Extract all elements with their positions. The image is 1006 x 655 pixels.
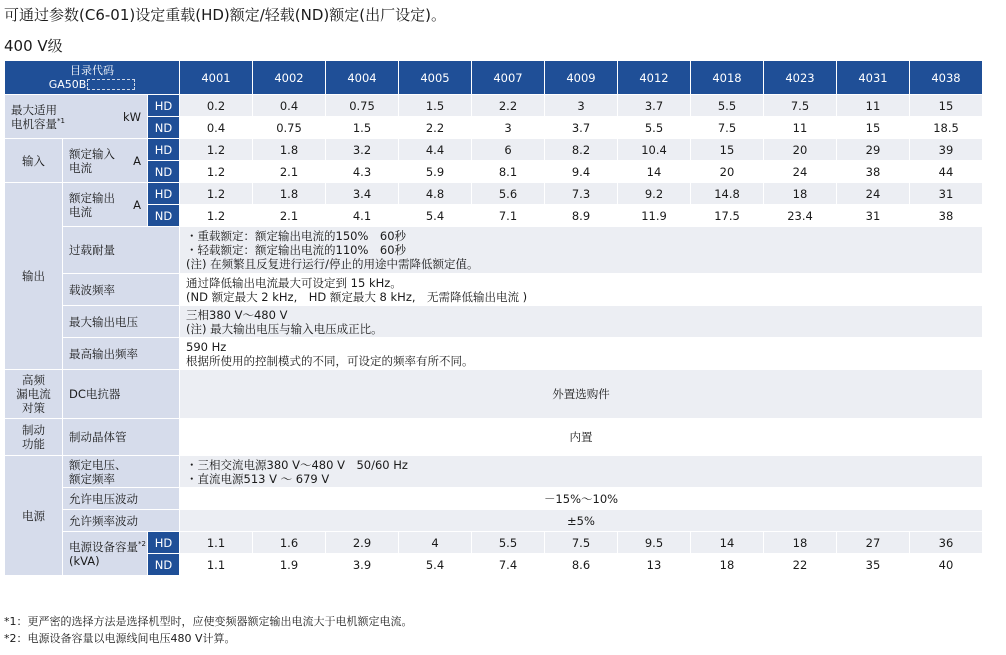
motor-hd-cell: 0.75 — [326, 95, 399, 117]
catalog-code-label: 目录代码 — [70, 63, 114, 77]
catalog-code-cell: 4007 — [472, 61, 545, 95]
capacity-nd-cell: 1.1 — [180, 554, 253, 576]
max-frequency-line-2: 根据所使用的控制模式的不同，可设定的频率有所不同。 — [186, 353, 474, 368]
frequency-fluctuation-value: ±5% — [180, 510, 983, 532]
nd-tag: ND — [148, 117, 180, 139]
voltage-fluctuation-value: －15%～10% — [180, 488, 983, 510]
capacity-hd-cell: 2.9 — [326, 532, 399, 554]
capacity-nd-cell: 13 — [618, 554, 691, 576]
input-nd-cell: 4.3 — [326, 161, 399, 183]
capacity-nd-cell: 5.4 — [399, 554, 472, 576]
output-hd-row — [5, 183, 983, 205]
overload-label: 过载耐量 — [63, 227, 180, 274]
capacity-hd-cell: 1.1 — [180, 532, 253, 554]
motor-hd-cell: 11 — [837, 95, 910, 117]
input-label-line2: 电流 — [69, 160, 92, 175]
model-code-placeholder — [87, 79, 135, 90]
rated-voltage-label — [63, 456, 180, 488]
hd-tag: HD — [148, 95, 180, 117]
output-current-label — [63, 183, 148, 227]
overload-line-heavy: ・重载额定：额定输出电流的150% 60秒 — [186, 229, 407, 243]
hd-tag: HD — [148, 139, 180, 161]
carrier-line-1: 通过降低输出电流最大可设定到 15 kHz。 — [186, 275, 402, 290]
motor-hd-cell: 7.5 — [764, 95, 837, 117]
output-hd-cell: 18 — [764, 183, 837, 205]
input-nd-cell: 20 — [691, 161, 764, 183]
braking-group-line1: 制动 — [22, 423, 45, 437]
motor-nd-cell: 0.75 — [253, 117, 326, 139]
harmonic-group-line2: 漏电流 — [16, 387, 51, 401]
harmonic-group-label — [5, 370, 63, 419]
voltage-fluctuation-row — [5, 488, 983, 510]
motor-nd-cell: 3.7 — [545, 117, 618, 139]
motor-nd-cell: 3 — [472, 117, 545, 139]
catalog-code-cell: 4031 — [837, 61, 910, 95]
max-voltage-label: 最大输出电压 — [63, 306, 180, 338]
capacity-hd-cell: 7.5 — [545, 532, 618, 554]
motor-nd-cell: 1.5 — [326, 117, 399, 139]
capacity-hd-row — [5, 532, 983, 554]
input-nd-row — [5, 161, 983, 183]
input-hd-cell: 4.4 — [399, 139, 472, 161]
capacity-hd-cell: 5.5 — [472, 532, 545, 554]
capacity-nd-cell: 22 — [764, 554, 837, 576]
capacity-hd-cell: 27 — [837, 532, 910, 554]
capacity-hd-cell: 18 — [764, 532, 837, 554]
power-rated-row — [5, 456, 983, 488]
capacity-nd-cell: 40 — [910, 554, 983, 576]
capacity-label-line2: (kVA) — [69, 553, 100, 568]
output-nd-cell: 7.1 — [472, 205, 545, 227]
motor-nd-cell: 15 — [837, 117, 910, 139]
output-hd-cell: 7.3 — [545, 183, 618, 205]
input-nd-cell: 1.2 — [180, 161, 253, 183]
capacity-nd-cell: 35 — [837, 554, 910, 576]
footnote-2: *2：电源设备容量以电源线间电压480 V计算。 — [4, 632, 236, 645]
output-hd-cell: 1.2 — [180, 183, 253, 205]
motor-nd-cell: 7.5 — [691, 117, 764, 139]
capacity-nd-cell: 7.4 — [472, 554, 545, 576]
dc-reactor-label: DC电抗器 — [63, 370, 180, 419]
rated-voltage-line-ac: ・三相交流电源380 V～480 V 50/60 Hz — [186, 457, 408, 472]
max-voltage-desc — [180, 306, 983, 338]
output-hd-cell: 24 — [837, 183, 910, 205]
motor-hd-cell: 15 — [910, 95, 983, 117]
catalog-code-cell: 4023 — [764, 61, 837, 95]
carrier-desc — [180, 274, 983, 306]
motor-label-line1: 最大适用 — [11, 102, 57, 117]
input-nd-cell: 38 — [837, 161, 910, 183]
motor-nd-row — [5, 117, 983, 139]
input-hd-cell: 10.4 — [618, 139, 691, 161]
motor-hd-cell: 5.5 — [691, 95, 764, 117]
output-label-line2: 电流 — [69, 204, 92, 219]
max-frequency-desc — [180, 338, 983, 370]
capacity-hd-cell: 9.5 — [618, 532, 691, 554]
motor-nd-cell: 0.4 — [180, 117, 253, 139]
output-nd-cell: 1.2 — [180, 205, 253, 227]
input-hd-cell: 1.2 — [180, 139, 253, 161]
motor-hd-row — [5, 95, 983, 117]
input-nd-cell: 14 — [618, 161, 691, 183]
capacity-label — [63, 532, 148, 576]
nd-tag: ND — [148, 161, 180, 183]
input-nd-cell: 8.1 — [472, 161, 545, 183]
output-nd-cell: 31 — [837, 205, 910, 227]
header-row — [5, 61, 983, 95]
input-hd-cell: 20 — [764, 139, 837, 161]
motor-hd-cell: 3 — [545, 95, 618, 117]
capacity-nd-cell: 18 — [691, 554, 764, 576]
output-hd-cell: 31 — [910, 183, 983, 205]
output-nd-cell: 17.5 — [691, 205, 764, 227]
motor-nd-cell: 2.2 — [399, 117, 472, 139]
braking-transistor-label: 制动晶体管 — [63, 419, 180, 456]
input-nd-cell: 44 — [910, 161, 983, 183]
frequency-fluctuation-label: 允许频率波动 — [63, 510, 180, 532]
output-hd-cell: 5.6 — [472, 183, 545, 205]
motor-unit: kW — [122, 109, 141, 124]
capacity-hd-cell: 4 — [399, 532, 472, 554]
overload-row — [5, 227, 983, 274]
output-unit: A — [133, 197, 141, 212]
output-nd-cell: 38 — [910, 205, 983, 227]
intro-text: 可通过参数(C6-01)设定重载(HD)额定/轻载(ND)额定(出厂设定)。 — [4, 6, 446, 24]
power-group-label: 电源 — [5, 456, 63, 576]
max-frequency-label: 最高输出频率 — [63, 338, 180, 370]
capacity-nd-cell: 8.6 — [545, 554, 618, 576]
max-frequency-row — [5, 338, 983, 370]
nd-tag: ND — [148, 205, 180, 227]
capacity-hd-cell: 1.6 — [253, 532, 326, 554]
input-hd-cell: 1.8 — [253, 139, 326, 161]
overload-line-note: (注) 在频繁且反复进行运行/停止的用途中需降低额定值。 — [186, 257, 479, 271]
max-frequency-line-1: 590 Hz — [186, 339, 227, 354]
motor-label-line2: 电机容量 — [11, 116, 57, 131]
harmonic-group-line3: 对策 — [22, 401, 45, 415]
catalog-code-cell: 4038 — [910, 61, 983, 95]
motor-capacity-label — [5, 95, 148, 139]
frequency-fluctuation-row — [5, 510, 983, 532]
voltage-fluctuation-label: 允许电压波动 — [63, 488, 180, 510]
spec-table — [4, 60, 983, 576]
output-nd-cell: 11.9 — [618, 205, 691, 227]
footnote-mark-2: *2 — [138, 539, 146, 548]
input-hd-cell: 6 — [472, 139, 545, 161]
catalog-code-cell: 4005 — [399, 61, 472, 95]
voltage-class-title: 400 V级 — [4, 37, 63, 55]
input-nd-cell: 9.4 — [545, 161, 618, 183]
harmonic-group-line1: 高频 — [22, 373, 45, 387]
output-hd-cell: 9.2 — [618, 183, 691, 205]
motor-hd-cell: 0.2 — [180, 95, 253, 117]
motor-nd-cell: 18.5 — [910, 117, 983, 139]
overload-desc — [180, 227, 983, 274]
motor-hd-cell: 3.7 — [618, 95, 691, 117]
output-nd-row — [5, 205, 983, 227]
input-group-label: 输入 — [5, 139, 63, 183]
input-hd-cell: 29 — [837, 139, 910, 161]
output-label-line1: 额定输出 — [69, 190, 115, 205]
harmonic-row — [5, 370, 983, 419]
output-nd-cell: 2.1 — [253, 205, 326, 227]
rated-voltage-label-line2: 额定频率 — [69, 471, 115, 486]
braking-group-label — [5, 419, 63, 456]
output-nd-cell: 23.4 — [764, 205, 837, 227]
motor-nd-cell: 5.5 — [618, 117, 691, 139]
footnote-1: *1：更严密的选择方法是选择机型时，应使变频器额定输出电流大于电机额定电流。 — [4, 615, 413, 628]
max-voltage-line-2: (注) 最大输出电压与输入电压成正比。 — [186, 321, 383, 336]
max-voltage-row — [5, 306, 983, 338]
hd-tag: HD — [148, 183, 180, 205]
input-hd-cell: 3.2 — [326, 139, 399, 161]
output-group-label: 输出 — [5, 183, 63, 370]
braking-row — [5, 419, 983, 456]
output-hd-cell: 1.8 — [253, 183, 326, 205]
braking-group-line2: 功能 — [22, 437, 45, 451]
catalog-code-cell: 4002 — [253, 61, 326, 95]
capacity-nd-cell: 3.9 — [326, 554, 399, 576]
input-hd-cell: 8.2 — [545, 139, 618, 161]
output-nd-cell: 8.9 — [545, 205, 618, 227]
input-hd-cell: 39 — [910, 139, 983, 161]
catalog-code-cell: 4001 — [180, 61, 253, 95]
carrier-row — [5, 274, 983, 306]
braking-transistor-value: 内置 — [180, 419, 983, 456]
rated-voltage-line-dc: ・直流电源513 V ～ 679 V — [186, 471, 330, 486]
output-hd-cell: 4.8 — [399, 183, 472, 205]
capacity-label-line1: 电源设备容量 — [69, 539, 138, 554]
catalog-code-cell: 4018 — [691, 61, 764, 95]
catalog-code-cell: 4012 — [618, 61, 691, 95]
input-label-line1: 额定输入 — [69, 146, 115, 161]
overload-line-light: ・轻载额定：额定输出电流的110% 60秒 — [186, 243, 407, 257]
rated-voltage-desc — [180, 456, 983, 488]
dc-reactor-value: 外置选购件 — [180, 370, 983, 419]
capacity-nd-row — [5, 554, 983, 576]
hd-tag: HD — [148, 532, 180, 554]
footnote-mark-1: *1 — [57, 116, 65, 125]
output-hd-cell: 14.8 — [691, 183, 764, 205]
input-nd-cell: 5.9 — [399, 161, 472, 183]
carrier-label: 载波频率 — [63, 274, 180, 306]
motor-nd-cell: 11 — [764, 117, 837, 139]
nd-tag: ND — [148, 554, 180, 576]
input-nd-cell: 24 — [764, 161, 837, 183]
catalog-code-cell: 4004 — [326, 61, 399, 95]
input-current-label — [63, 139, 148, 183]
carrier-line-2: (ND 额定最大 2 kHz, HD 额定最大 8 kHz, 无需降低输出电流 ) — [186, 289, 528, 304]
motor-hd-cell: 2.2 — [472, 95, 545, 117]
input-hd-row — [5, 139, 983, 161]
motor-hd-cell: 1.5 — [399, 95, 472, 117]
motor-hd-cell: 0.4 — [253, 95, 326, 117]
catalog-code-header — [5, 61, 180, 95]
input-unit: A — [133, 153, 141, 168]
output-nd-cell: 4.1 — [326, 205, 399, 227]
input-hd-cell: 15 — [691, 139, 764, 161]
max-voltage-line-1: 三相380 V～480 V — [186, 307, 288, 322]
capacity-hd-cell: 36 — [910, 532, 983, 554]
catalog-code-cell: 4009 — [545, 61, 618, 95]
capacity-nd-cell: 1.9 — [253, 554, 326, 576]
input-nd-cell: 2.1 — [253, 161, 326, 183]
output-hd-cell: 3.4 — [326, 183, 399, 205]
catalog-model-label: GA50B — [48, 77, 87, 91]
output-nd-cell: 5.4 — [399, 205, 472, 227]
capacity-hd-cell: 14 — [691, 532, 764, 554]
rated-voltage-label-line1: 额定电压、 — [69, 457, 127, 472]
